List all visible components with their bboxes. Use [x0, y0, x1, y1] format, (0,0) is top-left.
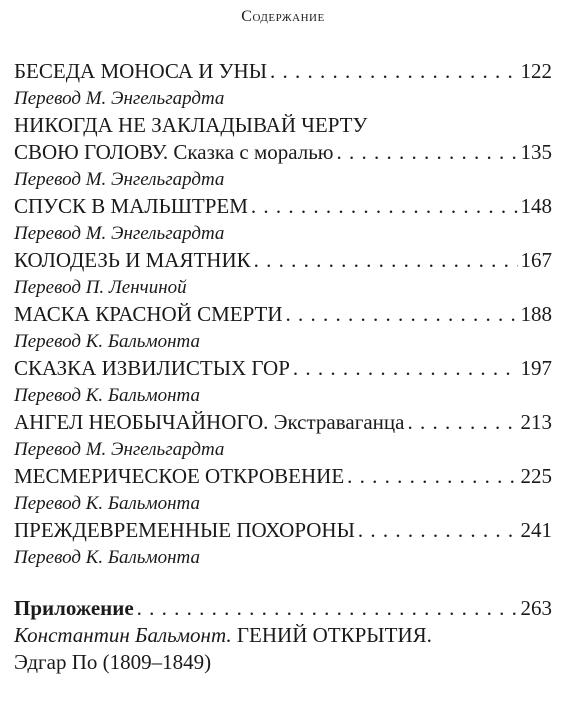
- appendix-work-title: ГЕНИЙ ОТКРЫТИЯ.: [236, 623, 432, 647]
- entry-title: ПРЕЖДЕВРЕМЕННЫЕ ПОХОРОНЫ: [14, 518, 355, 542]
- page-number: 135: [520, 140, 552, 164]
- page-number: 213: [520, 410, 552, 434]
- translator-credit: Перевод М. Энгельгардта: [14, 223, 225, 244]
- translator-credit: Перевод М. Энгельгардта: [14, 169, 225, 190]
- translator-credit: Перевод М. Энгельгардта: [14, 439, 225, 460]
- entry-title: СКАЗКА ИЗВИЛИСТЫХ ГОР: [14, 356, 290, 380]
- entry-title-line[interactable]: НИКОГДА НЕ ЗАКЛАДЫВАЙ ЧЕРТУ: [14, 113, 368, 137]
- table-of-contents: [14, 58, 552, 676]
- running-head: Содержание: [241, 8, 325, 25]
- leader-dots: [251, 193, 518, 220]
- toc-entry[interactable]: [14, 247, 552, 274]
- entry-title: СВОЮ ГОЛОВУ. Сказка с моралью: [14, 140, 334, 164]
- leader-dots: [286, 301, 518, 328]
- page-number: 148: [520, 194, 552, 218]
- leader-dots: [347, 463, 517, 490]
- leader-dots: [407, 409, 517, 436]
- translator-credit: Перевод К. Бальмонта: [14, 547, 200, 568]
- entry-title: КОЛОДЕЗЬ И МАЯТНИК: [14, 248, 251, 272]
- appendix-title: Приложение: [14, 596, 134, 620]
- translator-credit: Перевод П. Ленчиной: [14, 277, 187, 298]
- toc-entry[interactable]: [14, 463, 552, 490]
- toc-entry[interactable]: [14, 355, 552, 382]
- page-number: 167: [520, 248, 552, 272]
- toc-entry[interactable]: [14, 301, 552, 328]
- leader-dots: [137, 595, 518, 622]
- entry-title: МЕСМЕРИЧЕСКОЕ ОТКРОВЕНИЕ: [14, 464, 345, 488]
- translator-credit: Перевод К. Бальмонта: [14, 331, 200, 352]
- entry-title: АНГЕЛ НЕОБЫЧАЙНОГО. Экстраваганца: [14, 410, 405, 434]
- section-spacer: [14, 571, 552, 595]
- toc-page: [14, 0, 552, 708]
- translator-credit: Перевод К. Бальмонта: [14, 493, 200, 514]
- page-number: 122: [520, 59, 552, 83]
- page-number: 197: [520, 356, 552, 380]
- toc-entry[interactable]: [14, 139, 552, 166]
- toc-entry[interactable]: [14, 58, 552, 85]
- page-number: 188: [520, 302, 552, 326]
- appendix-credit: [14, 622, 552, 649]
- toc-entry[interactable]: [14, 193, 552, 220]
- leader-dots: [270, 58, 517, 85]
- toc-entry-appendix[interactable]: [14, 595, 552, 622]
- leader-dots: [358, 517, 518, 544]
- toc-entry[interactable]: [14, 517, 552, 544]
- appendix-work-subtitle: Эдгар По (1809–1849): [14, 650, 212, 674]
- page-number: 263: [520, 596, 552, 620]
- entry-title: БЕСЕДА МОНОСА И УНЫ: [14, 59, 268, 83]
- entry-title: МАСКА КРАСНОЙ СМЕРТИ: [14, 302, 283, 326]
- toc-entry[interactable]: [14, 409, 552, 436]
- page-number: 241: [520, 518, 552, 542]
- appendix-author: Константин Бальмонт.: [14, 623, 232, 647]
- leader-dots: [293, 355, 518, 382]
- translator-credit: Перевод К. Бальмонта: [14, 385, 200, 406]
- entry-title: СПУСК В МАЛЬШТРЕМ: [14, 194, 248, 218]
- translator-credit: Перевод М. Энгельгардта: [14, 88, 225, 109]
- page-number: 225: [520, 464, 552, 488]
- leader-dots: [254, 247, 518, 274]
- leader-dots: [336, 139, 517, 166]
